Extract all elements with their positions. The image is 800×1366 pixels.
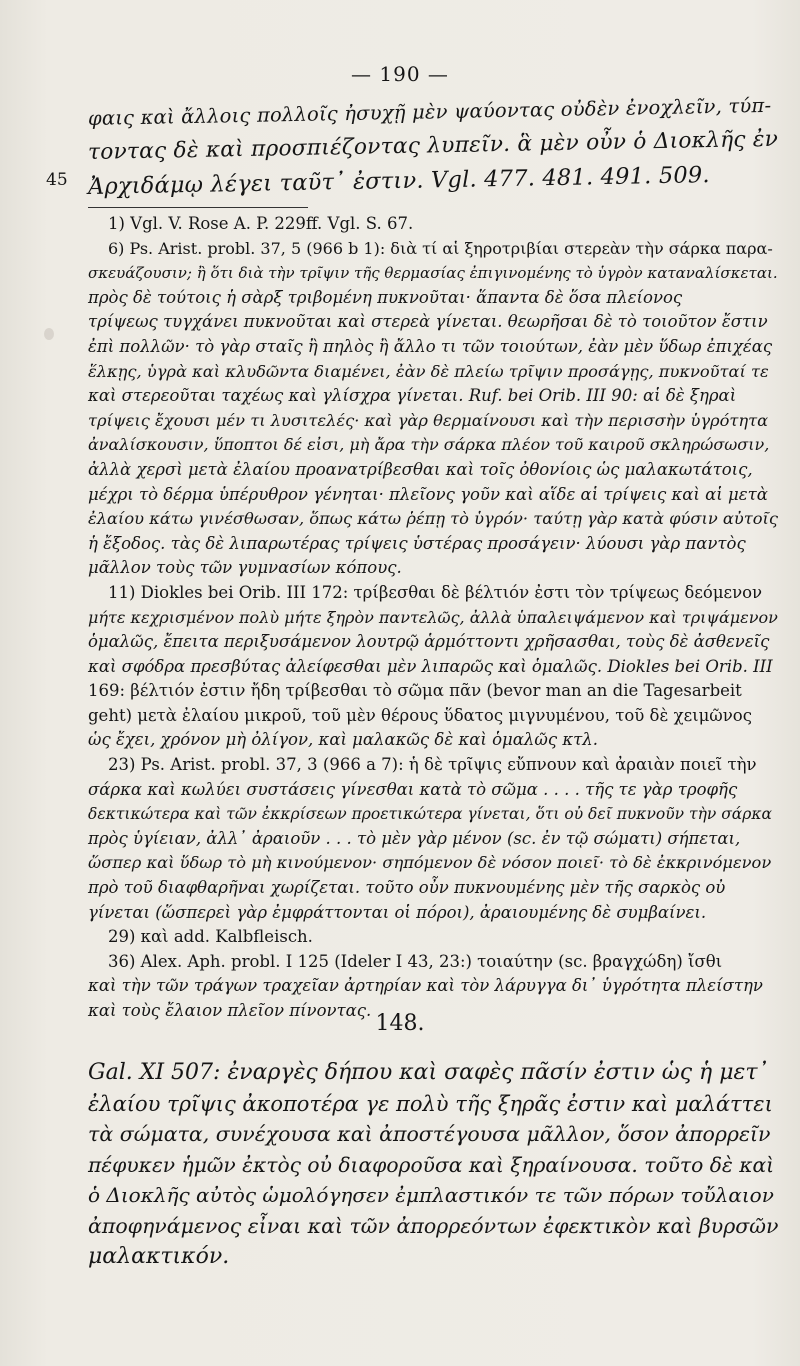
note-line: καὶ τὴν τῶν τράγων τραχεῖαν ἀρτηρίαν καὶ τὸν λάρυγγα δι᾽ ὑγρότητα πλείστην [88, 976, 763, 996]
note-line: ἐλαίου κάτω γινέσθωσαν, ὅπως κάτω ῥέπῃ τὸ ὑγρόν· ταύτῃ γὰρ κατὰ φύσιν αὐτοῖς [88, 509, 779, 529]
note-line: ἕλκῃς, ὑγρὰ καὶ κλυδῶντα διαμένει, ἐὰν δὲ πλείω τρῖψιν προσάγῃς, πυκνοῦταί τε [88, 361, 769, 381]
note-line: 23) Ps. Arist. probl. 37, 3 (966 a 7): ἡ δὲ τρῖψις εὔπνουν καὶ ἀραιὰν ποιεῖ τὴν [108, 755, 757, 775]
note-line: δεκτικώτερα καὶ τῶν ἐκκρίσεων προετικώτερα γίνεται, ὅτι οὐ δεῖ πυκνοῦν τὴν σάρκα [88, 805, 772, 824]
note-line: 1) Vgl. V. Rose A. P. 229ff. Vgl. S. 67. [108, 214, 414, 233]
note-line: πρὸς ὑγίειαν, ἀλλ᾽ ἀραιοῦν . . . τὸ μὲν γὰρ μένον (sc. ἐν τῷ σώματι) σήπεται, [88, 828, 741, 848]
note-line: 11) Diokles bei Orib. III 172: τρίβεσθαι δὲ βέλτιόν ἐστι τὸν τρίψεως δεόμενον [108, 582, 763, 602]
note-line: καὶ τοὺς ἔλαιον πλεῖον πίνοντας. [88, 1001, 372, 1020]
section-text-line: ἀποφηνάμενος εἶναι καὶ τῶν ἀπορρεόντων ἐφεκτικὸν καὶ βυρσῶν [88, 1213, 779, 1238]
apparatus-notes [88, 212, 778, 1024]
note-line: καὶ στερεοῦται ταχέως καὶ γλίσχρα γίνεται. Ruf. bei Orib. III 90: αἱ δὲ ξηραὶ [88, 386, 737, 406]
page-number: — 190 — [351, 62, 449, 86]
note-line: 6) Ps. Arist. probl. 37, 5 (966 b 1): διὰ τί αἱ ξηροτριβίαι στερεὰν τὴν σάρκα παρα- [108, 238, 773, 258]
main-text-line: φαις καὶ ἄλλοις πολλοῖς ἠσυχῇ μὲν ψαύοντας οὐδὲν ἐνοχλεῖν, τύπ- [87, 93, 772, 130]
note-line: ὁμαλῶς, ἔπειτα περιξυσάμενον λουτρῷ ἁρμόττοντι χρῆσασθαι, τοὺς δὲ ἀσθενεῖς [88, 632, 770, 652]
note-line: καὶ σφόδρα πρεσβύτας ἀλείφεσθαι μὲν λιπαρῶς καὶ ὁμαλῶς. Diokles bei Orib. III [88, 656, 773, 676]
section-text-line: ἐλαίου τρῖψις ἀκοποτέρα γε πολὺ τῆς ξηρᾶς ἐστιν καὶ μαλάττει [88, 1091, 773, 1116]
scan-blemish [44, 328, 54, 340]
note-line: ἐπὶ πολλῶν· τὸ γὰρ σταῖς ἢ πηλὸς ἢ ἄλλο τι τῶν τοιούτων, ἐὰν μὲν ὕδωρ ἐπιχέας [88, 336, 773, 356]
note-line: μᾶλλον τοὺς τῶν γυμνασίων κόπους. [88, 558, 402, 578]
note-line: τρίψεις ἔχουσι μέν τι λυσιτελές· καὶ γὰρ θερμαίνουσι καὶ τὴν περισσὴν ὑγρότητα [88, 410, 769, 430]
note-line: μέχρι τὸ δέρμα ὑπέρυθρον γένηται· πλεῖονς γοῦν καὶ αἵδε αἱ τρίψεις καὶ αἱ μετὰ [88, 484, 768, 504]
main-text-line: τοντας δὲ καὶ προσπιέζοντας λυπεῖν. ἃ μὲν οὖν ὁ Διοκλῆς ἐν [87, 126, 779, 165]
line-number: 45 [46, 170, 68, 190]
note-line: 169: βέλτιόν ἐστιν ἤδη τρίβεσθαι τὸ σῶμα πᾶν (bevor man an die Tagesarbeit [88, 681, 742, 701]
section-text-line: ὁ Διοκλῆς αὐτὸς ὡμολόγησεν ἐμπλαστικόν τε τῶν πόρων τοὔλαιον [88, 1183, 774, 1208]
note-line: γίνεται (ὥσπερεὶ γὰρ ἐμφράττονται οἱ πόροι), ἀραιουμένης δὲ συμβαίνει. [88, 902, 707, 922]
section-text-line: Gal. XI 507: ἐναργὲς δήπου καὶ σαφὲς πᾶσίν ἐστιν ὡς ἡ μετ᾽ [88, 1060, 769, 1085]
note-line: πρὸς δὲ τούτοις ἡ σὰρξ τριβομένη πυκνοῦται· ἅπαντα δὲ ὅσα πλείονος [88, 287, 683, 307]
note-line: ὡς ἔχει, χρόνον μὴ ὀλίγον, καὶ μαλακῶς δὲ καὶ ὁμαλῶς κτλ. [88, 730, 598, 750]
note-line: ἀλλὰ χερσὶ μετὰ ἐλαίου προανατρίβεσθαι καὶ τοῖς ὀθονίοις ὡς μαλακωτάτοις, [88, 459, 753, 479]
note-line: ὥσπερ καὶ ὕδωρ τὸ μὴ κινούμενον· σηπόμενον δὲ νόσον ποιεῖ· τὸ δὲ ἐκκρινόμενον [88, 853, 772, 873]
section-number: 148. [375, 1011, 425, 1036]
section-148-text [88, 1058, 778, 1272]
note-line: 29) καὶ add. Kalbfleisch. [108, 927, 313, 947]
main-text [87, 93, 779, 204]
note-line: τρίψεως τυγχάνει πυκνοῦται καὶ στερεὰ γίνεται. θεωρῆσαι δὲ τὸ τοιοῦτον ἔστιν [88, 312, 768, 332]
footnote-divider [88, 207, 308, 208]
note-line: 36) Alex. Aph. probl. I 125 (Ideler I 43, 23:) τοιαύτην (sc. βραγχώδη) ἴσθι [108, 951, 723, 971]
section-text-line: πέφυκεν ἡμῶν ἐκτὸς οὐ διαφοροῦσα καὶ ξηραίνουσα. τοῦτο δὲ καὶ [88, 1152, 775, 1177]
note-line: ἀναλίσκουσιν, ὕποπτοι δέ εἰσι, μὴ ἄρα τὴν σάρκα πλέον τοῦ καιροῦ σκληρώσωσιν, [88, 435, 770, 455]
note-line: ἡ ἔξοδος. τὰς δὲ λιπαρωτέρας τρίψεις ὑστέρας προσάγειν· λύουσι γὰρ παντὸς [88, 533, 746, 553]
note-line: πρὸ τοῦ διαφθαρῆναι χωρίζεται. τοῦτο οὖν πυκνουμένης μὲν τῆς σαρκὸς οὐ [88, 878, 726, 898]
note-line: σκευάζουσιν; ἢ ὅτι διὰ τὴν τρῖψιν τῆς θερμασίας ἐπιγινομένης τὸ ὑγρὸν καταναλίσκεται. [88, 264, 778, 283]
section-text-line: μαλακτικόν. [88, 1243, 230, 1269]
note-line: σάρκα καὶ κωλύει συστάσεις γίνεσθαι κατὰ τὸ σῶμα . . . . τῆς τε γὰρ τροφῆς [88, 779, 738, 799]
main-text-line: Ἀρχιδάμῳ λέγει ταῦτ᾽ ἐστιν. Vgl. 477. 481. 491. 509. [87, 162, 711, 200]
note-line: μήτε κεχρισμένον πολὺ μήτε ξηρὸν παντελῶς, ἀλλὰ ὑπαλειψάμενον καὶ τριψάμενον [88, 607, 778, 627]
section-text-line: τὰ σώματα, συνέχουσα καὶ ἀποστέγουσα μᾶλλον, ὅσον ἀπορρεῖν [88, 1122, 771, 1147]
note-line: geht) μετὰ ἐλαίου μικροῦ, τοῦ μὲν θέρους ὕδατος μιγνυμένου, τοῦ δὲ χειμῶνος [88, 705, 752, 725]
